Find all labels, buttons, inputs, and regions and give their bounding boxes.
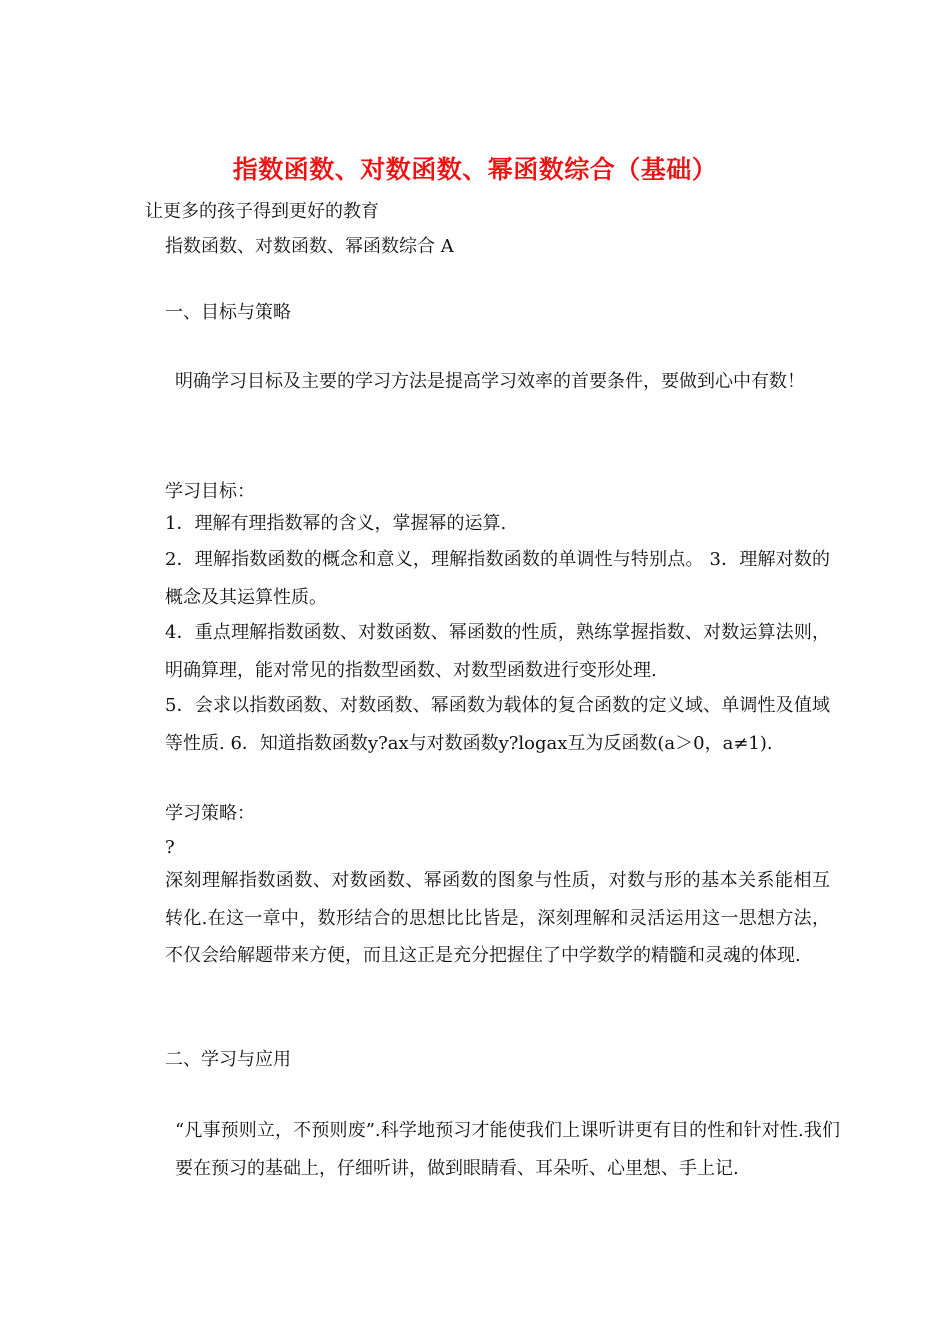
section-heading-study-application: 二、学习与应用 [165, 1049, 291, 1070]
strategy-paragraph: 深刻理解指数函数、对数函数、幂函数的图象与性质，对数与形的基本关系能相互转化.在这一章中，数形结合的思想比比皆是，深刻理解和灵活运用这一思想方法，不仅会给解题带来方便，而且这正是充分把握住了中学数学的精髓和灵魂的体现. [165, 870, 830, 966]
subtitle: 指数函数、对数函数、幂函数综合 A [165, 236, 454, 257]
goal-item-5-6: 5．会求以指数函数、对数函数、幂函数为载体的复合函数的定义域、单调性及值域等性质. 6．知道指数函数y?ax与对数函数y?logax互为反函数(a＞0，a≠1). [165, 695, 830, 754]
strategy-bullet: ? [165, 837, 175, 858]
section-heading-goals-strategy: 一、目标与策略 [165, 302, 291, 323]
goals-label: 学习目标： [165, 481, 255, 502]
goal-item-1: 1．理解有理指数幂的含义，掌握幂的运算. [165, 513, 507, 534]
tagline: 让更多的孩子得到更好的教育 [145, 201, 379, 222]
document-title: 指数函数、对数函数、幂函数综合（基础） [232, 155, 718, 184]
intro-paragraph: 明确学习目标及主要的学习方法是提高学习效率的首要条件，要做到心中有数！ [175, 371, 805, 392]
preview-paragraph: “凡事预则立，不预则废”.科学地预习才能使我们上课听讲更有目的性和针对性.我们要在预习的基础上，仔细听讲，做到眼睛看、耳朵听、心里想、手上记. [175, 1120, 840, 1179]
goal-item-2-3: 2．理解指数函数的概念和意义，理解指数函数的单调性与特别点。 3．理解对数的概念及其运算性质。 [165, 549, 830, 608]
goal-item-4: 4．重点理解指数函数、对数函数、幂函数的性质，熟练掌握指数、对数运算法则，明确算理，能对常见的指数型函数、对数型函数进行变形处理. [165, 622, 830, 681]
strategy-label: 学习策略： [165, 803, 255, 824]
